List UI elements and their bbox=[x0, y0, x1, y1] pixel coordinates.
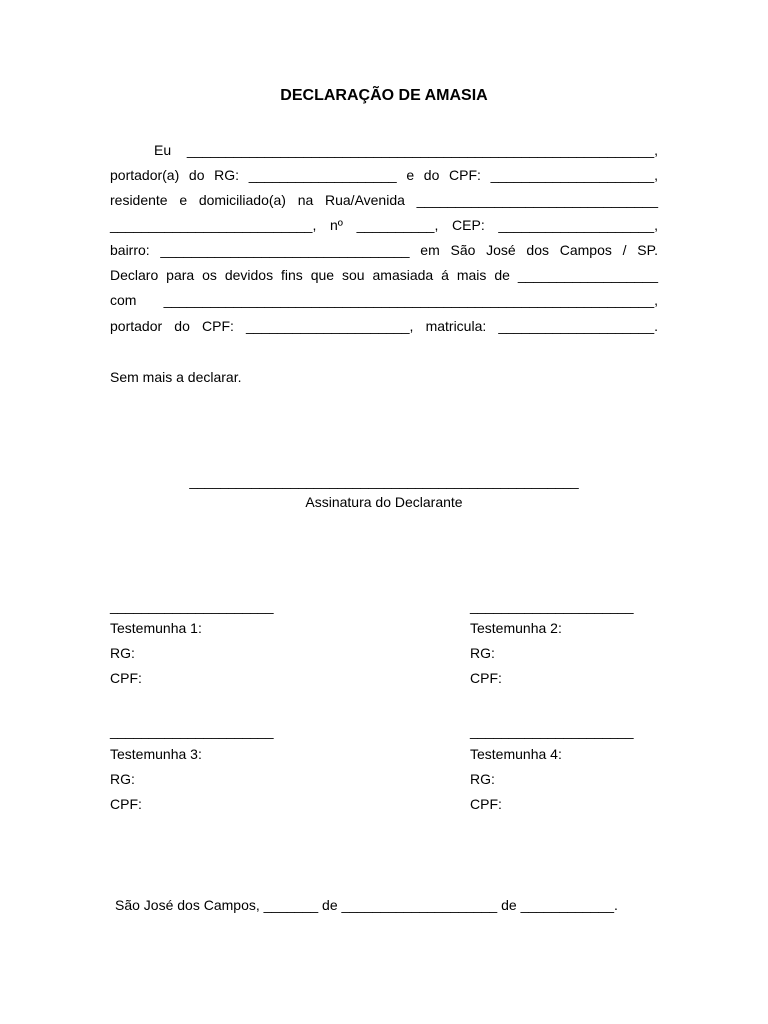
witness-1-cpf: CPF: bbox=[110, 670, 142, 686]
paragraph-line-2: portador(a) do RG: ___________________ e do CPF: _____________________, bbox=[110, 167, 658, 183]
witness-3-cpf: CPF: bbox=[110, 796, 142, 812]
paragraph-line-5: bairro: ________________________________ em São José dos Campos / SP. bbox=[110, 242, 658, 258]
witness-4-line: _____________________ bbox=[470, 723, 634, 739]
witness-1-line: _____________________ bbox=[110, 598, 274, 614]
document-title: DECLARAÇÃO DE AMASIA bbox=[280, 87, 488, 104]
witness-3-line: _____________________ bbox=[110, 723, 274, 739]
signature-label: Assinatura do Declarante bbox=[305, 494, 463, 510]
witness-1-label: Testemunha 1: bbox=[110, 620, 202, 636]
signature-line: __________________________________________________ bbox=[189, 473, 579, 489]
witness-4-cpf: CPF: bbox=[470, 796, 502, 812]
witness-2-label: Testemunha 2: bbox=[470, 620, 562, 636]
witness-2-cpf: CPF: bbox=[470, 670, 502, 686]
witness-3-label: Testemunha 3: bbox=[110, 746, 202, 762]
witness-3-rg: RG: bbox=[110, 771, 135, 787]
closing-text: Sem mais a declarar. bbox=[110, 369, 242, 385]
paragraph-line-8: portador do CPF: _____________________, matricula: ____________________. bbox=[110, 318, 658, 334]
paragraph-line-7: com _______________________________________________________________, bbox=[110, 292, 658, 308]
paragraph-line-1: Eu ____________________________________________________________, bbox=[154, 142, 658, 158]
witness-2-rg: RG: bbox=[470, 645, 495, 661]
witness-4-rg: RG: bbox=[470, 771, 495, 787]
witness-2-line: _____________________ bbox=[470, 598, 634, 614]
witness-1-rg: RG: bbox=[110, 645, 135, 661]
paragraph-line-4: __________________________, nº __________, CEP: ____________________, bbox=[110, 217, 658, 233]
paragraph-line-6: Declaro para os devidos fins que sou amasiada á mais de __________________ bbox=[110, 267, 658, 283]
paragraph-line-3: residente e domiciliado(a) na Rua/Avenida _______________________________ bbox=[110, 192, 658, 208]
date-place-line: São José dos Campos, _______ de ____________________ de ____________. bbox=[115, 897, 618, 913]
witness-4-label: Testemunha 4: bbox=[470, 746, 562, 762]
